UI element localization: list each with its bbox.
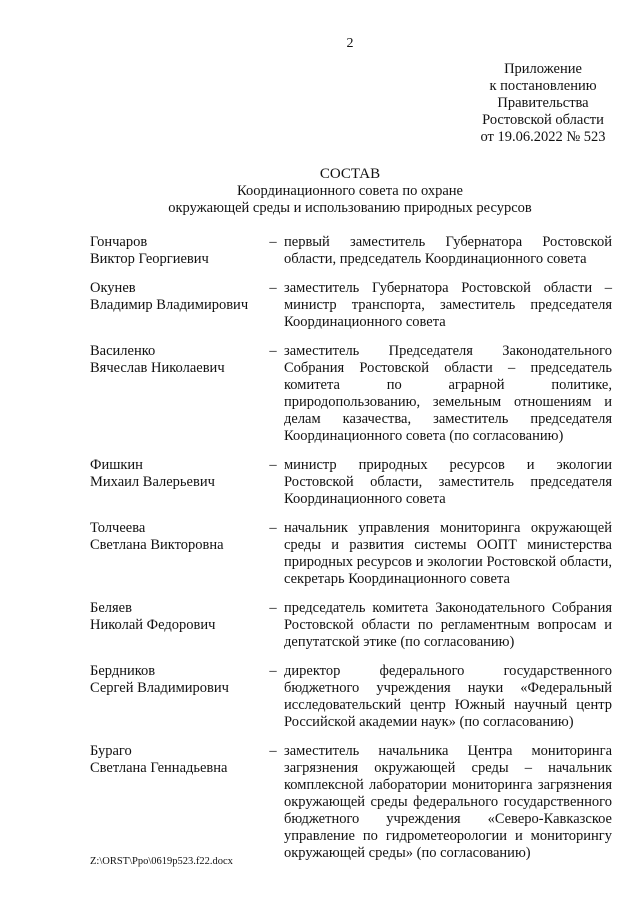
- title-line: Координационного совета по охране: [237, 183, 463, 199]
- appendix-line: Приложение: [504, 61, 582, 77]
- member-name: [90, 663, 262, 697]
- member-name: [90, 343, 262, 377]
- member-given-name: Вячеслав Николаевич: [90, 360, 225, 376]
- member-surname: Окунев: [90, 280, 136, 296]
- footer-file-path: Z:\ORST\Ppo\0619p523.f22.docx: [90, 856, 233, 867]
- page-number: 2: [346, 36, 354, 51]
- member-dash: –: [269, 743, 277, 759]
- member-surname: Беляев: [90, 600, 132, 616]
- member-given-name: Сергей Владимирович: [90, 680, 229, 696]
- member-row: [90, 280, 612, 331]
- member-name: [90, 234, 262, 268]
- member-name: [90, 280, 262, 314]
- member-row: [90, 743, 612, 862]
- member-dash: –: [269, 457, 277, 473]
- member-given-name: Светлана Геннадьевна: [90, 760, 228, 776]
- member-role: заместитель Губернатора Ростовской области – министр транспорта, заместитель председателя Координационного совета: [284, 280, 612, 330]
- member-surname: Василенко: [90, 343, 156, 359]
- member-role: начальник управления мониторинга окружающей среды и развития системы ООПТ министерства природных ресурсов и экологии Ростовской области, секретарь Координационного совета: [284, 520, 612, 587]
- member-role: директор федерального государственного бюджетного учреждения науки «Федеральный исследовательский центр Южный научный центр Российской академии наук» (по согласованию): [284, 663, 612, 730]
- member-given-name: Николай Федорович: [90, 617, 216, 633]
- member-given-name: Владимир Владимирович: [90, 297, 249, 313]
- member-row: [90, 343, 612, 445]
- member-role: заместитель Председателя Законодательного Собрания Ростовской области – председатель комитета по аграрной политике, природопользованию, земельным отношениям и делам казачества, заместитель председателя Координационного совета (по согласованию): [284, 343, 612, 444]
- member-dash: –: [269, 343, 277, 359]
- member-given-name: Михаил Валерьевич: [90, 474, 215, 490]
- appendix-line: Правительства: [497, 95, 589, 111]
- title-line: окружающей среды и использованию природных ресурсов: [168, 200, 532, 216]
- member-list: [90, 234, 612, 874]
- member-name: [90, 600, 262, 634]
- title-heading: СОСТАВ: [319, 166, 381, 182]
- member-dash: –: [269, 234, 277, 250]
- member-surname: Толчеева: [90, 520, 146, 536]
- member-dash: –: [269, 663, 277, 679]
- document-title: [0, 166, 640, 217]
- member-role: министр природных ресурсов и экологии Ростовской области, заместитель председателя Координационного совета: [284, 457, 612, 507]
- member-dash: –: [269, 600, 277, 616]
- member-name: [90, 457, 262, 491]
- member-given-name: Виктор Георгиевич: [90, 251, 209, 267]
- member-name: [90, 743, 262, 777]
- member-role: председатель комитета Законодательного Собрания Ростовской области по регламентным вопросам и депутатской этике (по согласованию): [284, 600, 612, 650]
- appendix-date-line: от 19.06.2022 № 523: [480, 129, 606, 145]
- appendix-block: [420, 61, 640, 146]
- member-surname: Бердников: [90, 663, 156, 679]
- member-surname: Фишкин: [90, 457, 143, 473]
- member-row: [90, 600, 612, 651]
- member-surname: Бураго: [90, 743, 132, 759]
- member-dash: –: [269, 520, 277, 536]
- member-row: [90, 663, 612, 731]
- member-surname: Гончаров: [90, 234, 148, 250]
- member-row: [90, 234, 612, 268]
- member-row: [90, 457, 612, 508]
- appendix-line: к постановлению: [489, 78, 597, 94]
- member-role: первый заместитель Губернатора Ростовской области, председатель Координационного совета: [284, 234, 612, 267]
- member-row: [90, 520, 612, 588]
- member-dash: –: [269, 280, 277, 296]
- member-role: заместитель начальника Центра мониторинга загрязнения окружающей среды – начальник комплексной лаборатории мониторинга загрязнения окружающей среды федерального государственного бюджетного учреждения «Северо-Кавказское управление по гидрометеорологии и мониторингу окружающей среды» (по согласованию): [284, 743, 612, 861]
- member-name: [90, 520, 262, 554]
- member-given-name: Светлана Викторовна: [90, 537, 224, 553]
- appendix-line: Ростовской области: [482, 112, 604, 128]
